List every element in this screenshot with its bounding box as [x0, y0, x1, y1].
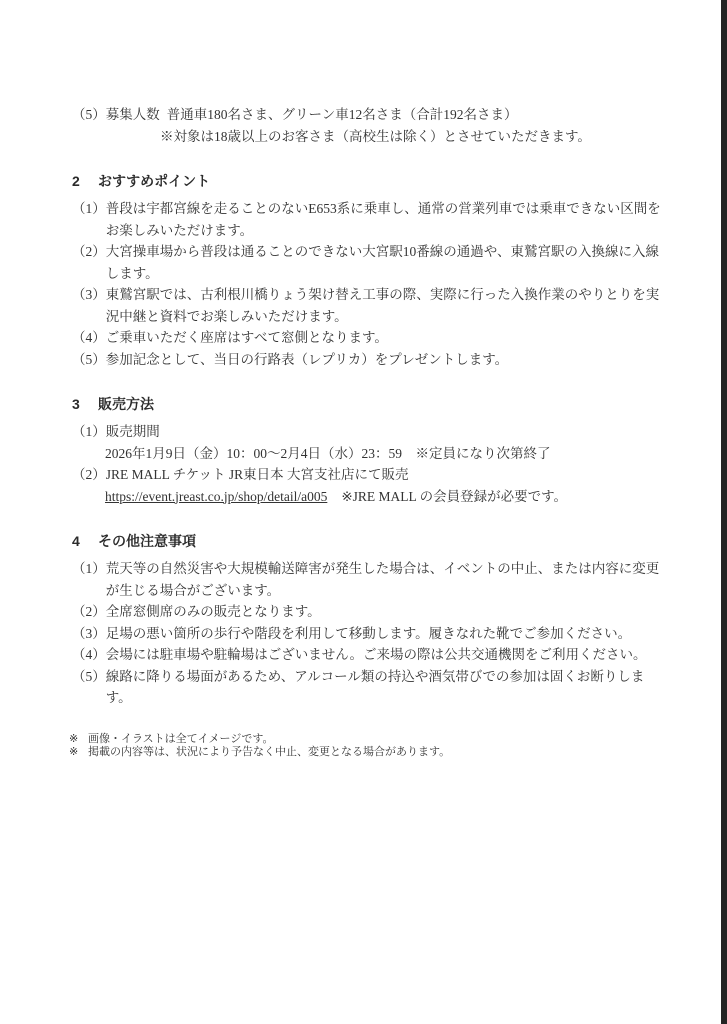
item-marker: （2） — [72, 467, 106, 482]
list-item — [72, 601, 662, 623]
section-recommended-points — [72, 170, 662, 370]
footnote-text: 画像・イラストは全てイメージです。 — [88, 732, 274, 745]
list-item — [72, 198, 662, 241]
section-heading — [72, 393, 662, 415]
sales-channel-text: JRE MALL チケット JR東日本 大宮支社店にて販売 — [105, 467, 409, 482]
item-marker: （5） — [72, 351, 106, 367]
item-marker: （1） — [72, 424, 106, 439]
list-item — [72, 284, 662, 327]
list-item — [72, 241, 662, 284]
section-heading — [72, 170, 662, 192]
list-item — [72, 623, 662, 645]
list-item — [72, 666, 662, 709]
sales-url-link[interactable]: https://event.jreast.co.jp/shop/detail/a005 — [105, 488, 328, 504]
list-item — [72, 349, 662, 371]
section-title: おすすめポイント — [98, 173, 211, 189]
asterisk-marker: ※ — [69, 732, 79, 745]
item-marker: （4） — [72, 647, 106, 662]
section-number: 2 — [72, 173, 80, 189]
list-item — [72, 327, 662, 349]
section-title: 販売方法 — [98, 396, 154, 412]
section-other-notes — [72, 530, 662, 709]
membership-required-note: ※JRE MALL の会員登録が必要です。 — [341, 488, 568, 504]
item-marker: （2） — [72, 244, 106, 259]
item-text: ご乗車いただく座席はすべて窓側となります。 — [105, 330, 388, 345]
list-item — [72, 421, 662, 443]
item-text: 全席窓側席のみの販売となります。 — [105, 604, 321, 619]
recruit-count-item — [72, 104, 662, 147]
sales-url-line — [72, 486, 662, 508]
screen-right-edge — [721, 0, 727, 1024]
sales-period-value: 2026年1月9日（金）10：00～2月4日（水）23：59 ※定員になり次第終了 — [105, 445, 551, 461]
list-item — [72, 644, 662, 666]
item-text: 参加記念として、当日の行路表（レプリカ）をプレゼントします。 — [105, 351, 509, 367]
footnote-text: 掲載の内容等は、状況により予告なく中止、変更となる場合があります。 — [88, 746, 451, 758]
asterisk-marker: ※ — [69, 746, 79, 758]
footnote-line — [69, 746, 662, 760]
section-sales-method — [72, 393, 662, 507]
recruit-count-label: 募集人数 — [105, 107, 160, 122]
section-title: その他注意事項 — [98, 533, 196, 549]
item-text: 普段は宇都宮線を走ることのないE653系に乗車し、通常の営業列車では乗車できない区間をお楽しみいただけます。 — [105, 201, 661, 238]
item-text: 会場には駐車場や駐輪場はございません。ご来場の際は公共交通機関をご利用ください。 — [105, 647, 647, 662]
list-item — [72, 464, 662, 486]
section-number: 3 — [72, 396, 80, 412]
recruit-count-value: 普通車180名さま、グリーン車12名さま（合計192名さま） — [166, 107, 518, 122]
sales-period-label: 販売期間 — [105, 424, 160, 439]
item-marker: （5） — [72, 668, 106, 684]
item-text: 大宮操車場から普段は通ることのできない大宮駅10番線の通過や、東鷲宮駅の入換線に入線します。 — [105, 244, 659, 281]
item-marker: （1） — [72, 561, 106, 576]
section-heading — [72, 530, 662, 552]
age-restriction-note: ※対象は18歳以上のお客さま（高校生は除く）とさせていただきます。 — [160, 128, 591, 144]
item-text: 足場の悪い箇所の歩行や階段を利用して移動します。履きなれた靴でご参加ください。 — [105, 625, 632, 641]
item-marker: （2） — [72, 604, 106, 619]
item-text: 荒天等の自然災害や大規模輸送障害が発生した場合は、イベントの中止、または内容に変更が生じる場合がございます。 — [105, 561, 660, 598]
list-item — [72, 558, 662, 601]
item-text: 東鷲宮駅では、古利根川橋りょう架け替え工事の際、実際に行った入換作業のやりとりを実況中継と資料でお楽しみいただけます。 — [105, 287, 660, 324]
document-content — [69, 104, 662, 760]
item-marker: （3） — [72, 625, 106, 641]
item-marker: （5） — [72, 107, 106, 122]
item-marker: （1） — [72, 201, 106, 216]
item-marker: （3） — [72, 287, 106, 302]
item-text: 線路に降りる場面があるため、アルコール類の持込や酒気帯びでの参加は固くお断りします。 — [105, 668, 645, 705]
footnote-line — [69, 733, 662, 747]
section-number: 4 — [72, 533, 80, 549]
item-marker: （4） — [72, 330, 106, 345]
footnotes — [69, 733, 662, 760]
